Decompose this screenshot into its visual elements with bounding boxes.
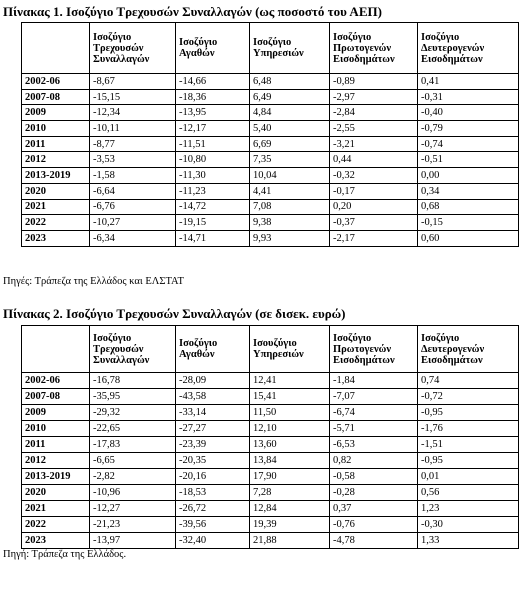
table-row	[22, 215, 519, 231]
value-cell: 7,35	[250, 152, 330, 168]
value-cell: -20,35	[176, 453, 250, 469]
value-cell: -0,95	[418, 405, 519, 421]
value-cell: -20,16	[176, 469, 250, 485]
row-label-cell: 2009	[22, 105, 90, 121]
row-label-cell: 2020	[22, 183, 90, 199]
value-cell: -27,27	[176, 421, 250, 437]
table1-title: Πίνακας 1. Ισοζύγιο Τρεχουσών Συναλλαγών (ως ποσοστό του ΑΕΠ)	[3, 4, 382, 19]
value-cell: 0,34	[418, 183, 519, 199]
value-cell: 15,41	[250, 389, 330, 405]
table-row	[22, 405, 519, 421]
header-corner-cell	[22, 23, 90, 74]
value-cell: -19,15	[176, 215, 250, 231]
row-label-cell: 2002-06	[22, 74, 90, 90]
table-row	[22, 168, 519, 184]
value-cell: 13,60	[250, 437, 330, 453]
value-cell: -14,66	[176, 74, 250, 90]
column-header: Ισοζύγιο Πρωτογενών Εισοδημάτων	[330, 23, 418, 74]
value-cell: -7,07	[330, 389, 418, 405]
value-cell: 0,20	[330, 199, 418, 215]
value-cell: -10,80	[176, 152, 250, 168]
value-cell: -0,95	[418, 453, 519, 469]
value-cell: 7,08	[250, 199, 330, 215]
value-cell: 12,84	[250, 501, 330, 517]
value-cell: -0,74	[418, 136, 519, 152]
value-cell: -12,17	[176, 121, 250, 137]
table-row	[22, 74, 519, 90]
value-cell: -1,58	[90, 168, 176, 184]
value-cell: 1,23	[418, 501, 519, 517]
value-cell: 6,69	[250, 136, 330, 152]
value-cell: 0,41	[418, 74, 519, 90]
table1	[21, 22, 519, 247]
value-cell: -0,58	[330, 469, 418, 485]
value-cell: -1,84	[330, 373, 418, 389]
value-cell: 6,48	[250, 74, 330, 90]
table-row	[22, 517, 519, 533]
value-cell: -14,72	[176, 199, 250, 215]
value-cell: -29,32	[90, 405, 176, 421]
value-cell: -10,27	[90, 215, 176, 231]
table-row	[22, 421, 519, 437]
value-cell: -6,53	[330, 437, 418, 453]
column-header: Ισοζύγιο Δευτερογενών Εισοδημάτων	[418, 326, 519, 373]
table-row	[22, 533, 519, 549]
value-cell: 11,50	[250, 405, 330, 421]
value-cell: 17,90	[250, 469, 330, 485]
value-cell: -6,76	[90, 199, 176, 215]
column-header: Ισοζύγιο Αγαθών	[176, 23, 250, 74]
table-row	[22, 469, 519, 485]
value-cell: -11,30	[176, 168, 250, 184]
value-cell: 12,41	[250, 373, 330, 389]
table-row	[22, 121, 519, 137]
value-cell: -16,78	[90, 373, 176, 389]
value-cell: -22,65	[90, 421, 176, 437]
value-cell: -0,51	[418, 152, 519, 168]
value-cell: -3,53	[90, 152, 176, 168]
value-cell: -0,17	[330, 183, 418, 199]
table-row	[22, 199, 519, 215]
value-cell: 0,60	[418, 230, 519, 246]
value-cell: -35,95	[90, 389, 176, 405]
value-cell: -2,84	[330, 105, 418, 121]
value-cell: -12,34	[90, 105, 176, 121]
value-cell: -0,76	[330, 517, 418, 533]
value-cell: 0,01	[418, 469, 519, 485]
value-cell: -32,40	[176, 533, 250, 549]
column-header: Ισοζύγιο Τρεχουσών Συναλλαγών	[90, 23, 176, 74]
column-header: Ισοζύγιο Αγαθών	[176, 326, 250, 373]
value-cell: -39,56	[176, 517, 250, 533]
value-cell: -23,39	[176, 437, 250, 453]
value-cell: -2,55	[330, 121, 418, 137]
table1-source: Πηγές: Τράπεζα της Ελλάδος και ΕΛΣΤΑΤ	[3, 276, 184, 287]
table-row	[22, 501, 519, 517]
column-header: Ισοζύγιο Πρωτογενών Εισοδημάτων	[330, 326, 418, 373]
value-cell: -6,65	[90, 453, 176, 469]
value-cell: -6,74	[330, 405, 418, 421]
value-cell: -10,11	[90, 121, 176, 137]
table-row	[22, 437, 519, 453]
value-cell: -14,71	[176, 230, 250, 246]
table2-title: Πίνακας 2. Ισοζύγιο Τρεχουσών Συναλλαγών (σε δισεκ. ευρώ)	[3, 306, 346, 321]
value-cell: -8,77	[90, 136, 176, 152]
value-cell: -0,30	[418, 517, 519, 533]
row-label-cell: 2023	[22, 533, 90, 549]
table-row	[22, 89, 519, 105]
header-corner-cell	[22, 326, 90, 373]
value-cell: -0,28	[330, 485, 418, 501]
value-cell: -0,15	[418, 215, 519, 231]
value-cell: -11,51	[176, 136, 250, 152]
value-cell: 5,40	[250, 121, 330, 137]
value-cell: -21,23	[90, 517, 176, 533]
row-label-cell: 2013-2019	[22, 469, 90, 485]
column-header: Ισοζύγιο Υπηρεσιών	[250, 23, 330, 74]
value-cell: -28,09	[176, 373, 250, 389]
row-label-cell: 2020	[22, 485, 90, 501]
row-label-cell: 2013-2019	[22, 168, 90, 184]
value-cell: 0,00	[418, 168, 519, 184]
row-label-cell: 2007-08	[22, 89, 90, 105]
value-cell: -0,89	[330, 74, 418, 90]
row-label-cell: 2002-06	[22, 373, 90, 389]
value-cell: -18,53	[176, 485, 250, 501]
header-row	[22, 326, 519, 373]
value-cell: -2,17	[330, 230, 418, 246]
row-label-cell: 2009	[22, 405, 90, 421]
value-cell: 0,82	[330, 453, 418, 469]
table-row	[22, 453, 519, 469]
value-cell: 9,93	[250, 230, 330, 246]
value-cell: -2,97	[330, 89, 418, 105]
value-cell: -3,21	[330, 136, 418, 152]
value-cell: 0,37	[330, 501, 418, 517]
value-cell: -43,58	[176, 389, 250, 405]
value-cell: -18,36	[176, 89, 250, 105]
table2	[21, 325, 519, 549]
table2-source: Πηγή: Τράπεζα της Ελλάδος.	[3, 549, 127, 560]
table-row	[22, 105, 519, 121]
value-cell: -0,32	[330, 168, 418, 184]
value-cell: -1,76	[418, 421, 519, 437]
value-cell: 9,38	[250, 215, 330, 231]
value-cell: 1,33	[418, 533, 519, 549]
value-cell: 4,84	[250, 105, 330, 121]
row-label-cell: 2012	[22, 152, 90, 168]
value-cell: -0,37	[330, 215, 418, 231]
row-label-cell: 2021	[22, 501, 90, 517]
value-cell: -6,34	[90, 230, 176, 246]
row-label-cell: 2012	[22, 453, 90, 469]
value-cell: -5,71	[330, 421, 418, 437]
value-cell: -26,72	[176, 501, 250, 517]
value-cell: 12,10	[250, 421, 330, 437]
table-row	[22, 136, 519, 152]
column-header: Ισουζύγιο Υπηρεσιών	[250, 326, 330, 373]
value-cell: -13,95	[176, 105, 250, 121]
row-label-cell: 2023	[22, 230, 90, 246]
value-cell: -11,23	[176, 183, 250, 199]
column-header: Ισοζύγιο Τρεχουσών Συναλλαγών	[90, 326, 176, 373]
value-cell: -17,83	[90, 437, 176, 453]
value-cell: 21,88	[250, 533, 330, 549]
value-cell: 6,49	[250, 89, 330, 105]
row-label-cell: 2010	[22, 121, 90, 137]
value-cell: -0,31	[418, 89, 519, 105]
value-cell: -13,97	[90, 533, 176, 549]
value-cell: -0,40	[418, 105, 519, 121]
value-cell: -4,78	[330, 533, 418, 549]
header-row	[22, 23, 519, 74]
row-label-cell: 2011	[22, 136, 90, 152]
row-label-cell: 2022	[22, 215, 90, 231]
row-label-cell: 2021	[22, 199, 90, 215]
value-cell: -0,79	[418, 121, 519, 137]
value-cell: 0,74	[418, 373, 519, 389]
row-label-cell: 2011	[22, 437, 90, 453]
row-label-cell: 2022	[22, 517, 90, 533]
value-cell: -6,64	[90, 183, 176, 199]
table-row	[22, 183, 519, 199]
value-cell: -0,72	[418, 389, 519, 405]
table-row	[22, 485, 519, 501]
table-row	[22, 373, 519, 389]
value-cell: 0,56	[418, 485, 519, 501]
column-header: Ισοζύγιο Δευτερογενών Εισοδημάτων	[418, 23, 519, 74]
value-cell: 7,28	[250, 485, 330, 501]
table-row	[22, 230, 519, 246]
value-cell: -8,67	[90, 74, 176, 90]
value-cell: -2,82	[90, 469, 176, 485]
value-cell: -1,51	[418, 437, 519, 453]
row-label-cell: 2007-08	[22, 389, 90, 405]
value-cell: 0,68	[418, 199, 519, 215]
table-row	[22, 152, 519, 168]
row-label-cell: 2010	[22, 421, 90, 437]
value-cell: 10,04	[250, 168, 330, 184]
value-cell: 4,41	[250, 183, 330, 199]
value-cell: 13,84	[250, 453, 330, 469]
value-cell: -33,14	[176, 405, 250, 421]
value-cell: -15,15	[90, 89, 176, 105]
value-cell: 0,44	[330, 152, 418, 168]
value-cell: 19,39	[250, 517, 330, 533]
value-cell: -10,96	[90, 485, 176, 501]
value-cell: -12,27	[90, 501, 176, 517]
table-row	[22, 389, 519, 405]
